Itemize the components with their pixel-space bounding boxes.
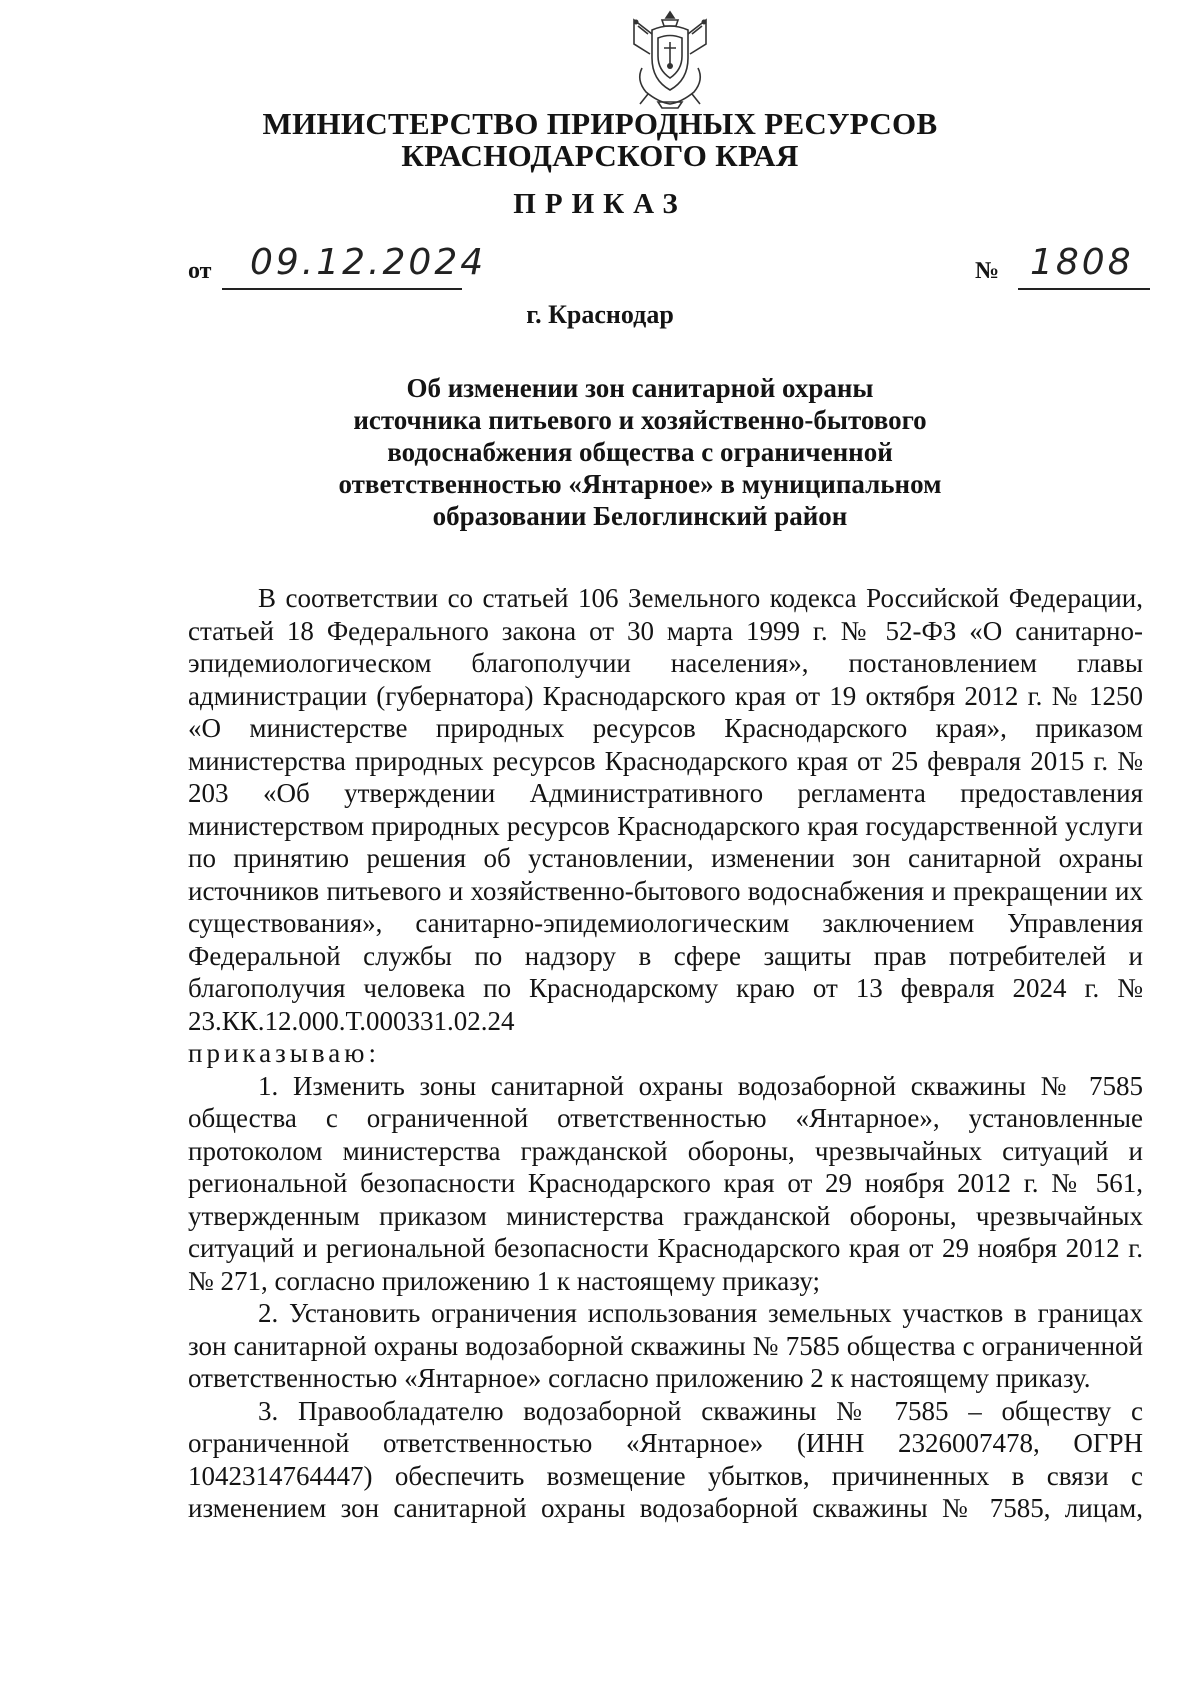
date-underline — [222, 288, 462, 290]
number-underline — [1018, 288, 1150, 290]
date-value: 09.12.2024 — [250, 242, 487, 283]
ministry-name-line2: КРАСНОДАРСКОГО КРАЯ — [401, 138, 799, 173]
krasnodar-coat-of-arms-icon — [622, 8, 718, 112]
subject-line: ответственностью «Янтарное» в муниципальном — [338, 469, 942, 499]
number-value: 1808 — [1030, 242, 1134, 283]
subject-line: Об изменении зон санитарной охраны — [406, 373, 874, 403]
document-type: ПРИКАЗ — [513, 188, 687, 220]
subject-line: водоснабжения общества с ограниченной — [387, 437, 893, 467]
order-item-3: 3. Правообладателю водозаборной скважины № 7585 – обществу с ограниченной ответственностью «Янтарное» (ИНН 2326007478, ОГРН 1042314764447) обеспечить возмещение убытков, причиненных в связи с изменением зон санитарной охраны водозаборной скважины № 7585, лицам, — [188, 1395, 1143, 1523]
order-item-1: 1. Изменить зоны санитарной охраны водозаборной скважины № 7585 общества с ограниченной ответственностью «Янтарное», установленные протоколом министерства гражданской обороны, чрезвычайных ситуаций и региональной безопасности Краснодарского края от 29 ноября 2012 г. № 561, утвержденным приказом министерства гражданской обороны, чрезвычайных ситуаций и региональной безопасности Краснодарского края от 29 ноября 2012 г. № 271, согласно приложению 1 к настоящему приказу; — [188, 1070, 1143, 1296]
order-subject — [330, 372, 950, 532]
subject-line: источника питьевого и хозяйственно-бытового — [353, 405, 927, 435]
emblem — [622, 8, 718, 112]
order-word: приказываю: — [188, 1038, 380, 1068]
number-label: № — [975, 258, 1000, 284]
city: г. Краснодар — [526, 300, 674, 329]
order-body — [188, 582, 1143, 1525]
ministry-name-line1: МИНИСТЕРСТВО ПРИРОДНЫХ РЕСУРСОВ — [262, 106, 938, 141]
date-label: от — [188, 258, 212, 284]
preamble-paragraph: В соответствии со статьей 106 Земельного кодекса Российской Федерации, статьей 18 Федерального закона от 30 марта 1999 г. № 52-ФЗ «О санитарно-эпидемиологическом благополучии населения», постановлением главы администрации (губернатора) Краснодарского края от 19 октября 2012 г. № 1250 «О министерстве природных ресурсов Краснодарского края», приказом министерства природных ресурсов Краснодарского края от 25 февраля 2015 г. № 203 «Об утверждении Административного регламента предоставления министерством природных ресурсов Краснодарского края государственной услуги по принятию решения об установлении, изменении зон санитарной охраны источников питьевого и хозяйственно-бытового водоснабжения и прекращении их существования», санитарно-эпидемиологическим заключением Управления Федеральной службы по надзору в сфере защиты прав потребителей и благополучия человека по Краснодарскому краю от 13 февраля 2024 г. № 23.КК.12.000.Т.000331.02.24 — [188, 583, 1143, 1036]
subject-line: образовании Белоглинский район — [432, 501, 848, 531]
order-item-2: 2. Установить ограничения использования земельных участков в границах зон санитарной охраны водозаборной скважины № 7585 общества с ограниченной ответственностью «Янтарное» согласно приложению 2 к настоящему приказу. — [188, 1298, 1143, 1393]
